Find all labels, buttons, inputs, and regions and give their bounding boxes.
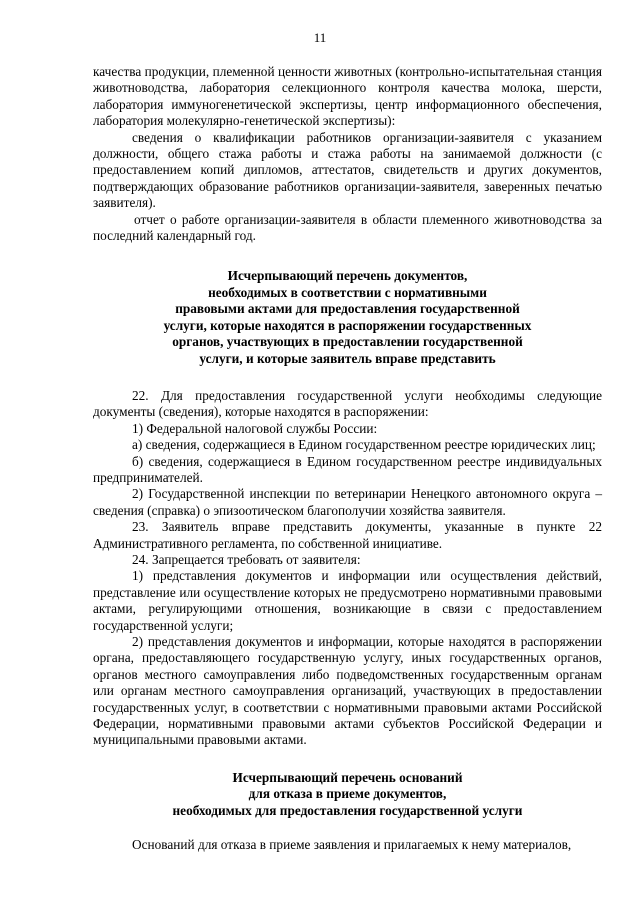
section-heading-documents <box>93 268 602 366</box>
paragraph-24: 24. Запрещается требовать от заявителя: <box>132 551 361 567</box>
heading-line: органов, участвующих в предоставлении государственной <box>172 334 523 350</box>
heading-line: услуги, которые находятся в распоряжении государственных <box>163 317 532 333</box>
paragraph-22-item-1: 1) Федеральной налоговой службы России: <box>132 420 378 436</box>
page-number: 11 <box>313 30 327 45</box>
paragraph-23: 23. Заявитель вправе представить документы, указанные в пункте 22 Административного регламента, по собственной инициативе. <box>93 519 602 551</box>
heading-line: правовыми актами для предоставления государственной <box>175 301 520 317</box>
paragraph-22-item-a: а) сведения, содержащиеся в Едином государственном реестре юридических лиц; <box>132 437 596 453</box>
paragraph-22: 22. Для предоставления государственной услуги необходимы следующие документы (сведения), которые находятся в распоряжении: <box>93 387 602 420</box>
heading-line: для отказа в приеме документов, <box>248 786 447 802</box>
paragraph-22-item-2: 2) Государственной инспекции по ветеринарии Ненецкого автономного округа – сведения (справка) о эпизоотическом благополучии хозяйства заявителя. <box>93 486 602 518</box>
heading-line: Исчерпывающий перечень документов, <box>227 268 468 284</box>
paragraph-annual-report: отчет о работе организации-заявителя в области племенного животноводства за последний календарный год. <box>93 211 602 244</box>
paragraph-24-item-1: 1) представления документов и информации или осуществления действий, представление или осуществление которых не предусмотрено нормативными правовыми актами, регулирующими отношения, возникающие в связи с предоставлением государственной услуги; <box>93 568 602 633</box>
heading-line: Исчерпывающий перечень оснований <box>232 769 463 785</box>
heading-line: необходимых для предоставления государственной услуги <box>172 802 523 818</box>
paragraph-staff-qualification: сведения о квалификации работников организации-заявителя с указанием должности, общего стажа работы и стажа работы на занимаемой должности (с предоставлением копий дипломов, аттестатов, свидетельств и других документов, подтверждающих образование работников организации-заявителя, заверенных печатью заявителя). <box>93 129 602 211</box>
section-heading-refusal-grounds <box>93 770 602 819</box>
heading-line: услуги, и которые заявитель вправе представить <box>199 350 496 366</box>
paragraph-refusal-grounds: Оснований для отказа в приеме заявления и прилагаемых к нему материалов, <box>132 837 572 853</box>
paragraph-22-item-b: б) сведения, содержащиеся в Едином государственном реестре индивидуальных предпринимателей. <box>93 453 602 485</box>
paragraph-quality-labs: качества продукции, племенной ценности животных (контрольно-испытательная станция животноводства, лаборатория селекционного контроля качества молока, шерсти, лаборатория иммуногенетической экспертизы, центр информационного обеспечения, лаборатория молекулярно-генетической экспертизы): <box>93 64 602 129</box>
paragraph-24-item-2: 2) представления документов и информации, которые находятся в распоряжении органа, предоставляющего государственную услугу, иных государственных органов, органов местного самоуправления либо подведомственных государственным органам или органам местного самоуправления организаций, участвующих в предоставлении государственных услуг, в соответствии с нормативными правовыми актами Российской Федерации, нормативными правовыми актами субъектов Российской Федерации и муниципальными правовыми актами. <box>93 634 602 748</box>
heading-line: необходимых в соответствии с нормативными <box>208 284 487 300</box>
document-body <box>93 64 602 853</box>
